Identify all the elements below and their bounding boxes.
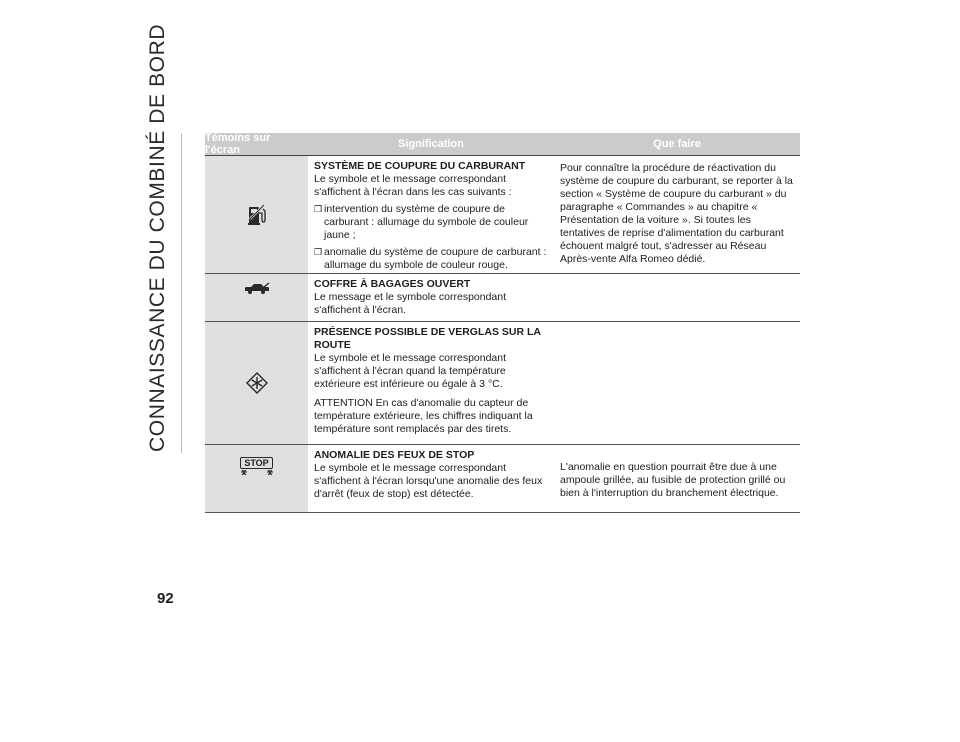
list-item: ❒ anomalie du système de coupure de carburant : allumage du symbole de couleur rouge.	[314, 246, 547, 271]
warning-table	[205, 133, 800, 513]
table-row	[205, 322, 800, 445]
table-row	[205, 274, 800, 322]
stop-light-icon	[240, 457, 274, 477]
indicator-cell	[205, 322, 308, 444]
table-row	[205, 445, 800, 513]
car-trunk-open-icon	[244, 282, 270, 294]
header-col-meaning: Signification	[398, 138, 464, 150]
chapter-divider	[181, 133, 182, 453]
row-text: Le symbole et le message correspondant s'affichent à l'écran lorsqu'une anomalie des feux d'arrêt (feux de stop) est détectée.	[314, 462, 543, 500]
page-number: 92	[157, 590, 174, 607]
bullet-icon: ❒	[314, 204, 323, 214]
row-text: Le message et le symbole correspondant s'affichent à l'écran.	[314, 291, 507, 316]
action-cell: L'anomalie en question pourrait être due à une ampoule grillée, au fusible de protection grillé ou bien à l'interruption du branchement électrique.	[560, 461, 786, 499]
table-row	[205, 156, 800, 274]
snowflake-ice-icon	[246, 372, 268, 394]
header-col-action: Que faire	[653, 138, 701, 150]
row-title: PRÉSENCE POSSIBLE DE VERGLAS SUR LA ROUTE	[314, 326, 541, 351]
chapter-title: CONNAISSANCE DU COMBINÉ DE BORD	[146, 23, 169, 452]
action-cell: Pour connaître la procédure de réactivation du système de coupure du carburant, se reporter à la section « Système de coupure du carburant » du paragraphe « Commandes » au chapitre « Présentation de la voiture ». Si toutes les tentatives de reprise d'alimentation du carburant échouent malgré tout, s'adresser au Réseau Après-vente Alfa Romeo dédié.	[560, 162, 793, 265]
header-col-indicators: Témoins sur l'écran	[205, 132, 271, 156]
indicator-cell	[205, 445, 308, 512]
action-cell	[554, 274, 800, 321]
meaning-cell	[308, 156, 554, 273]
bullet-icon: ❒	[314, 247, 323, 257]
stop-label: STOP	[240, 457, 272, 469]
indicator-cell	[205, 274, 308, 321]
fuel-cutoff-icon	[248, 204, 266, 226]
stop-light-rays-icon	[240, 469, 274, 477]
action-cell	[554, 322, 800, 444]
table-header	[205, 133, 800, 156]
meaning-cell	[308, 322, 554, 444]
meaning-cell	[308, 274, 554, 321]
row-title: SYSTÈME DE COUPURE DU CARBURANT	[314, 160, 526, 172]
meaning-cell	[308, 445, 554, 512]
row-title: ANOMALIE DES FEUX DE STOP	[314, 449, 475, 461]
row-text: Le symbole et le message correspondant s'affichent à l'écran dans les cas suivants :	[314, 173, 512, 198]
list-item: ❒ intervention du système de coupure de carburant : allumage du symbole de couleur jaune ;	[314, 203, 529, 241]
row-title: COFFRE À BAGAGES OUVERT	[314, 278, 471, 290]
row-text: Le symbole et le message correspondant s'affichent à l'écran quand la température extérieure est inférieure ou égale à 3 °C.	[314, 352, 507, 390]
indicator-cell	[205, 156, 308, 273]
row-note: ATTENTION En cas d'anomalie du capteur de température extérieure, les chiffres indiquant la température sont remplacés par des tirets.	[314, 397, 533, 435]
